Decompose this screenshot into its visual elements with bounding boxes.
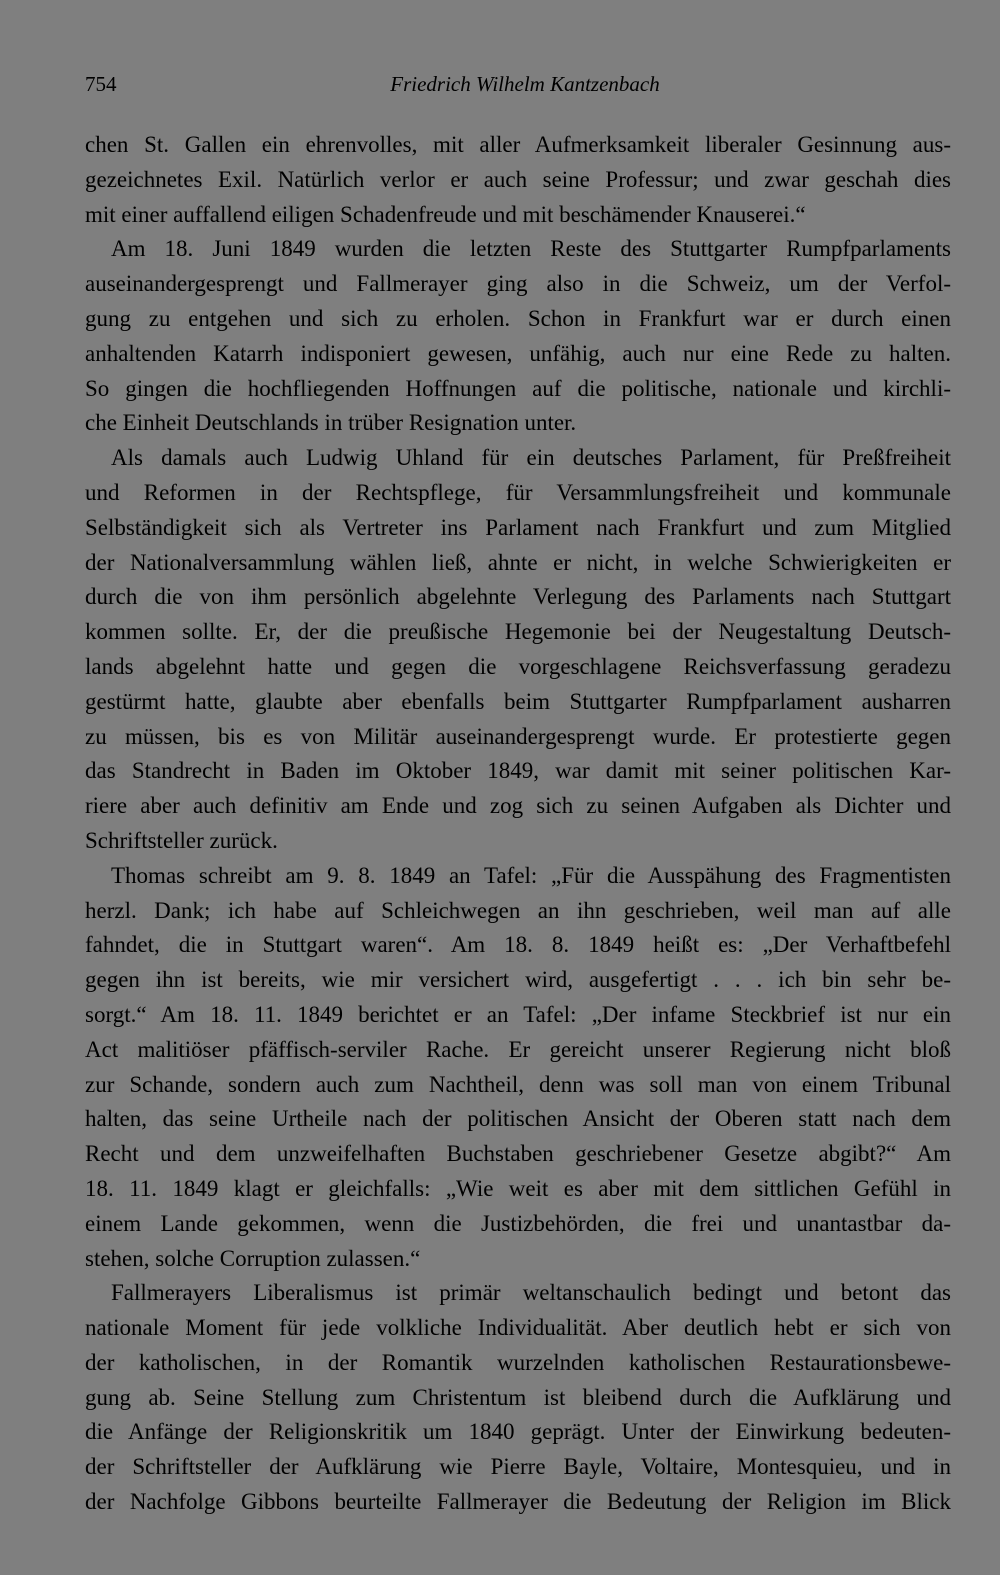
text-line: das Standrecht in Baden im Oktober 1849, war damit mit seiner politischen Kar-: [85, 758, 951, 784]
page-number: 754: [85, 72, 117, 96]
text-line: durch die von ihm persönlich abgelehnte Verlegung des Parlaments nach Stuttgart: [85, 584, 951, 610]
text-line: einem Lande gekommen, wenn die Justizbehörden, die frei und unantastbar da-: [85, 1210, 951, 1236]
text-line: gegen ihn ist bereits, wie mir versichert wird, ausgefertigt . . . ich bin sehr be-: [85, 967, 951, 993]
text-line: zur Schande, sondern auch zum Nachtheil, denn was soll man von einem Tribunal: [85, 1071, 951, 1097]
text-line: Selbständigkeit sich als Vertreter ins Parlament nach Frankfurt und zum Mitglied: [85, 514, 951, 540]
text-line: gezeichnetes Exil. Natürlich verlor er auch seine Professur; und zwar geschah dies: [85, 166, 951, 192]
text-line: gung ab. Seine Stellung zum Christentum ist bleibend durch die Aufklärung und: [85, 1384, 951, 1410]
text-line: gung zu entgehen und sich zu erholen. Schon in Frankfurt war er durch einen: [85, 305, 951, 331]
text-line: Schriftsteller zurück.: [85, 827, 278, 853]
text-line: che Einheit Deutschlands in trüber Resignation unter.: [85, 410, 577, 436]
text-line: Am 18. Juni 1849 wurden die letzten Reste des Stuttgarter Rumpfparlaments: [111, 236, 951, 262]
text-line: kommen sollte. Er, der die preußische Hegemonie bei der Neugestaltung Deutsch-: [85, 619, 951, 645]
text-line: der Nationalversammlung wählen ließ, ahnte er nicht, in welche Schwierigkeiten er: [85, 549, 951, 575]
running-head: [85, 66, 965, 102]
text-line: halten, das seine Urtheile nach der politischen Ansicht der Oberen statt nach dem: [85, 1106, 951, 1132]
text-line: 18. 11. 1849 klagt er gleichfalls: „Wie weit es aber mit dem sittlichen Gefühl in: [85, 1175, 951, 1201]
text-line: So gingen die hochfliegenden Hoffnungen auf die politische, nationale und kirchli-: [85, 375, 951, 401]
text-line: stehen, solche Corruption zulassen.“: [85, 1245, 421, 1271]
text-line: Thomas schreibt am 9. 8. 1849 an Tafel: „Für die Ausspähung des Fragmentisten: [111, 862, 951, 888]
text-line: Fallmerayers Liberalismus ist primär weltanschaulich bedingt und betont das: [111, 1280, 951, 1306]
text-line: Als damals auch Ludwig Uhland für ein deutsches Parlament, für Preßfreiheit: [111, 445, 951, 471]
text-line: der Nachfolge Gibbons beurteilte Fallmerayer die Bedeutung der Religion im Blick: [85, 1489, 951, 1515]
text-line: Act malitiöser pfäffisch-serviler Rache. Er gereicht unserer Regierung nicht bloß: [85, 1036, 951, 1062]
text-line: chen St. Gallen ein ehrenvolles, mit aller Aufmerksamkeit liberaler Gesinnung aus-: [85, 132, 951, 157]
text-line: mit einer auffallend eiligen Schadenfreude und mit beschämender Knauserei.“: [85, 201, 806, 227]
text-line: nationale Moment für jede volkliche Individualität. Aber deutlich hebt er sich von: [85, 1315, 951, 1341]
body-text: [85, 128, 951, 1520]
text-line: der Schriftsteller der Aufklärung wie Pierre Bayle, Voltaire, Montesquieu, und in: [85, 1454, 951, 1480]
text-line: lands abgelehnt hatte und gegen die vorgeschlagene Reichsverfassung geradezu: [85, 653, 951, 679]
text-line: zu müssen, bis es von Militär auseinandergesprengt wurde. Er protestierte gegen: [85, 723, 951, 749]
text-line: die Anfänge der Religionskritik um 1840 geprägt. Unter der Einwirkung bedeuten-: [85, 1419, 951, 1445]
running-title: Friedrich Wilhelm Kantzenbach: [390, 72, 660, 96]
text-line: auseinandergesprengt und Fallmerayer ging also in die Schweiz, um der Verfol-: [85, 271, 951, 297]
text-line: riere aber auch definitiv am Ende und zog sich zu seinen Aufgaben als Dichter und: [85, 793, 951, 819]
text-line: Recht und dem unzweifelhaften Buchstaben geschriebener Gesetze abgibt?“ Am: [85, 1141, 951, 1167]
text-line: fahndet, die in Stuttgart waren“. Am 18. 8. 1849 heißt es: „Der Verhaftbefehl: [85, 932, 951, 958]
text-line: und Reformen in der Rechtspflege, für Versammlungsfreiheit und kommunale: [85, 479, 951, 505]
text-line: sorgt.“ Am 18. 11. 1849 berichtet er an Tafel: „Der infame Steckbrief ist nur ein: [85, 1001, 951, 1027]
text-line: herzl. Dank; ich habe auf Schleichwegen an ihn geschrieben, weil man auf alle: [85, 897, 951, 923]
text-line: gestürmt hatte, glaubte aber ebenfalls beim Stuttgarter Rumpfparlament ausharren: [85, 688, 951, 714]
text-line: der katholischen, in der Romantik wurzelnden katholischen Restaurationsbewe-: [85, 1349, 951, 1375]
text-line: anhaltenden Katarrh indisponiert gewesen, unfähig, auch nur eine Rede zu halten.: [85, 340, 951, 366]
